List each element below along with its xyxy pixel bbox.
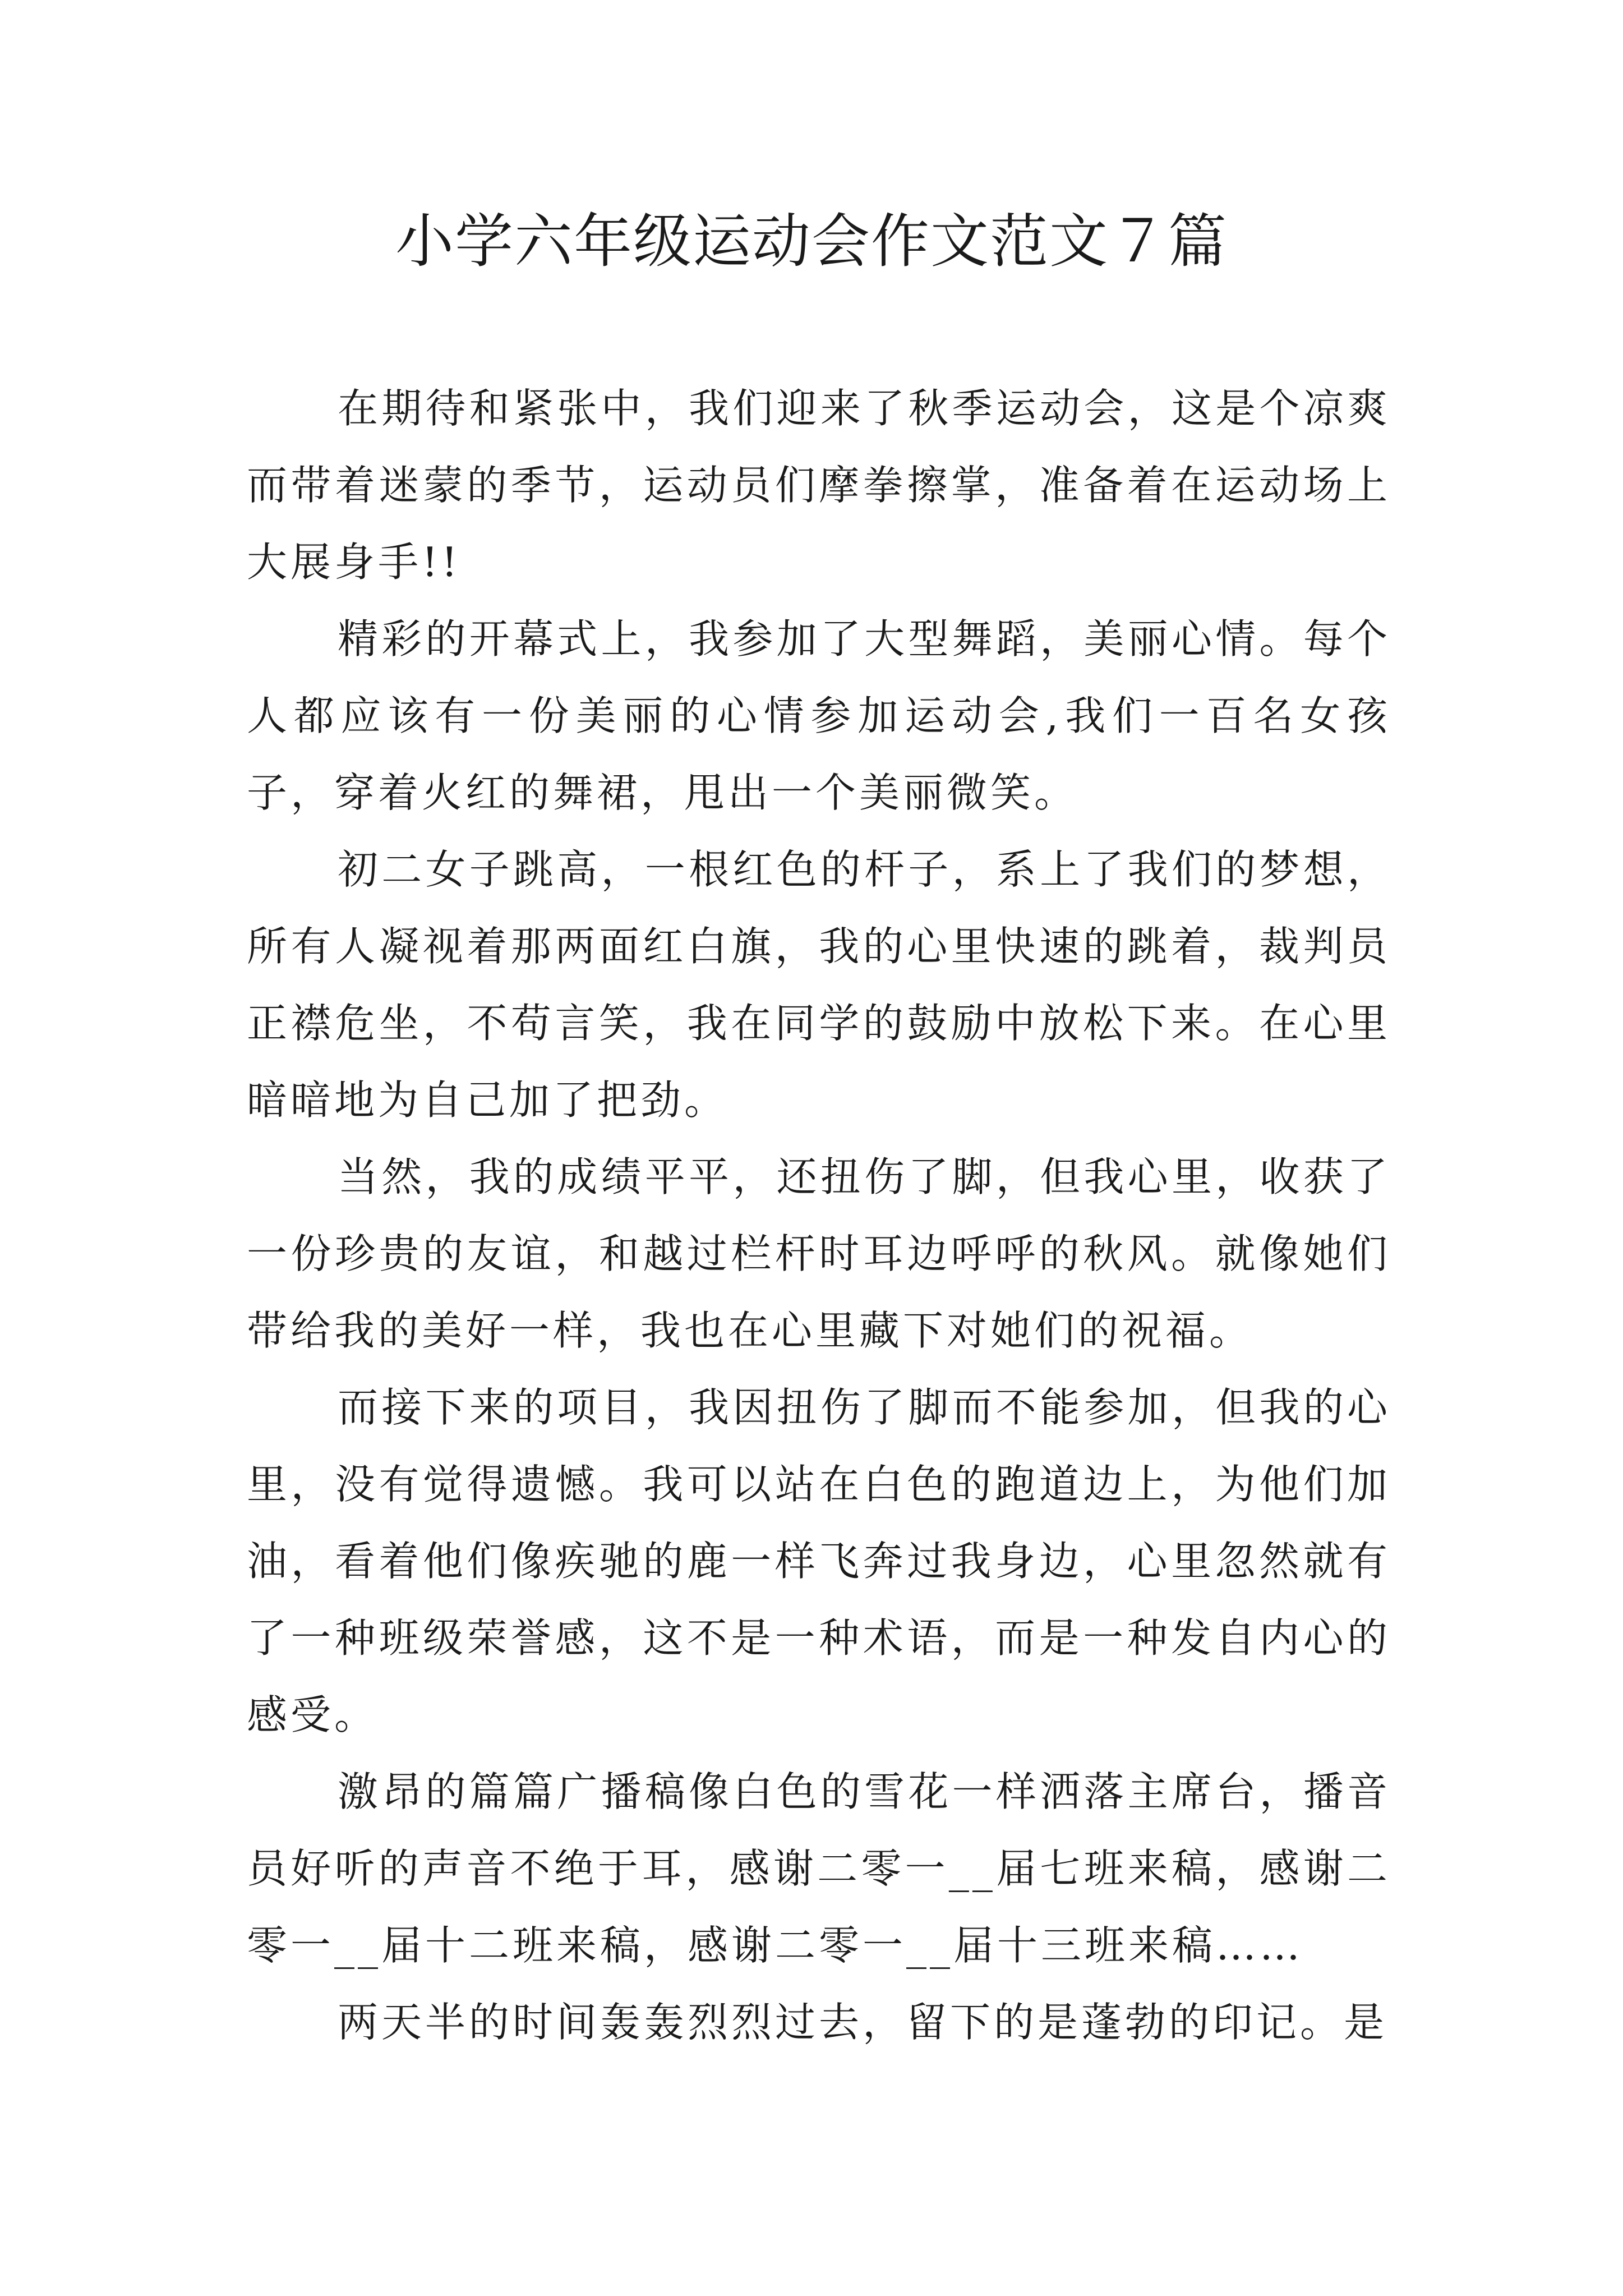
paragraph-3: 初二女子跳高，一根红色的杆子，系上了我们的梦想，所有人凝视着那两面红白旗，我的心里快速的跳着，裁判员正襟危坐，不苟言笑，我在同学的鼓励中放松下来。在心里暗暗地为自己加了把劲。	[247, 846, 1391, 1124]
paragraph-6: 激昂的篇篇广播稿像白色的雪花一样洒落主席台，播音员好听的声音不绝于耳，感谢二零一__届七班来稿，感谢二零一__届十二班来稿，感谢二零一__届十三班来稿……	[247, 1768, 1391, 1969]
paragraph-7: 两天半的时间轰轰烈烈过去，留下的是蓬勃的印记。是	[338, 1999, 1388, 2046]
document-title: 小学六年级运动会作文范文７篇	[395, 207, 1228, 275]
paragraph-5: 而接下来的项目，我因扭伤了脚而不能参加，但我的心里，没有觉得遗憾。我可以站在白色的跑道边上，为他们加油，看着他们像疾驰的鹿一样飞奔过我身边，心里忽然就有了一种班级荣誉感，这不是一种术语，而是一种发自内心的感受。	[247, 1384, 1391, 1738]
document-body	[247, 370, 1391, 2061]
paragraph-4: 当然，我的成绩平平，还扭伤了脚，但我心里，收获了一份珍贵的友谊，和越过栏杆时耳边呼呼的秋风。就像她们带给我的美好一样，我也在心里藏下对她们的祝福。	[247, 1153, 1391, 1354]
paragraph-2: 精彩的开幕式上，我参加了大型舞蹈，美丽心情。每个人都应该有一份美丽的心情参加运动会,我们一百名女孩子，穿着火红的舞裙，甩出一个美丽微笑。	[247, 615, 1391, 816]
paragraph-1: 在期待和紧张中，我们迎来了秋季运动会，这是个凉爽而带着迷蒙的季节，运动员们摩拳擦掌，准备着在运动场上大展身手!!	[247, 385, 1391, 586]
